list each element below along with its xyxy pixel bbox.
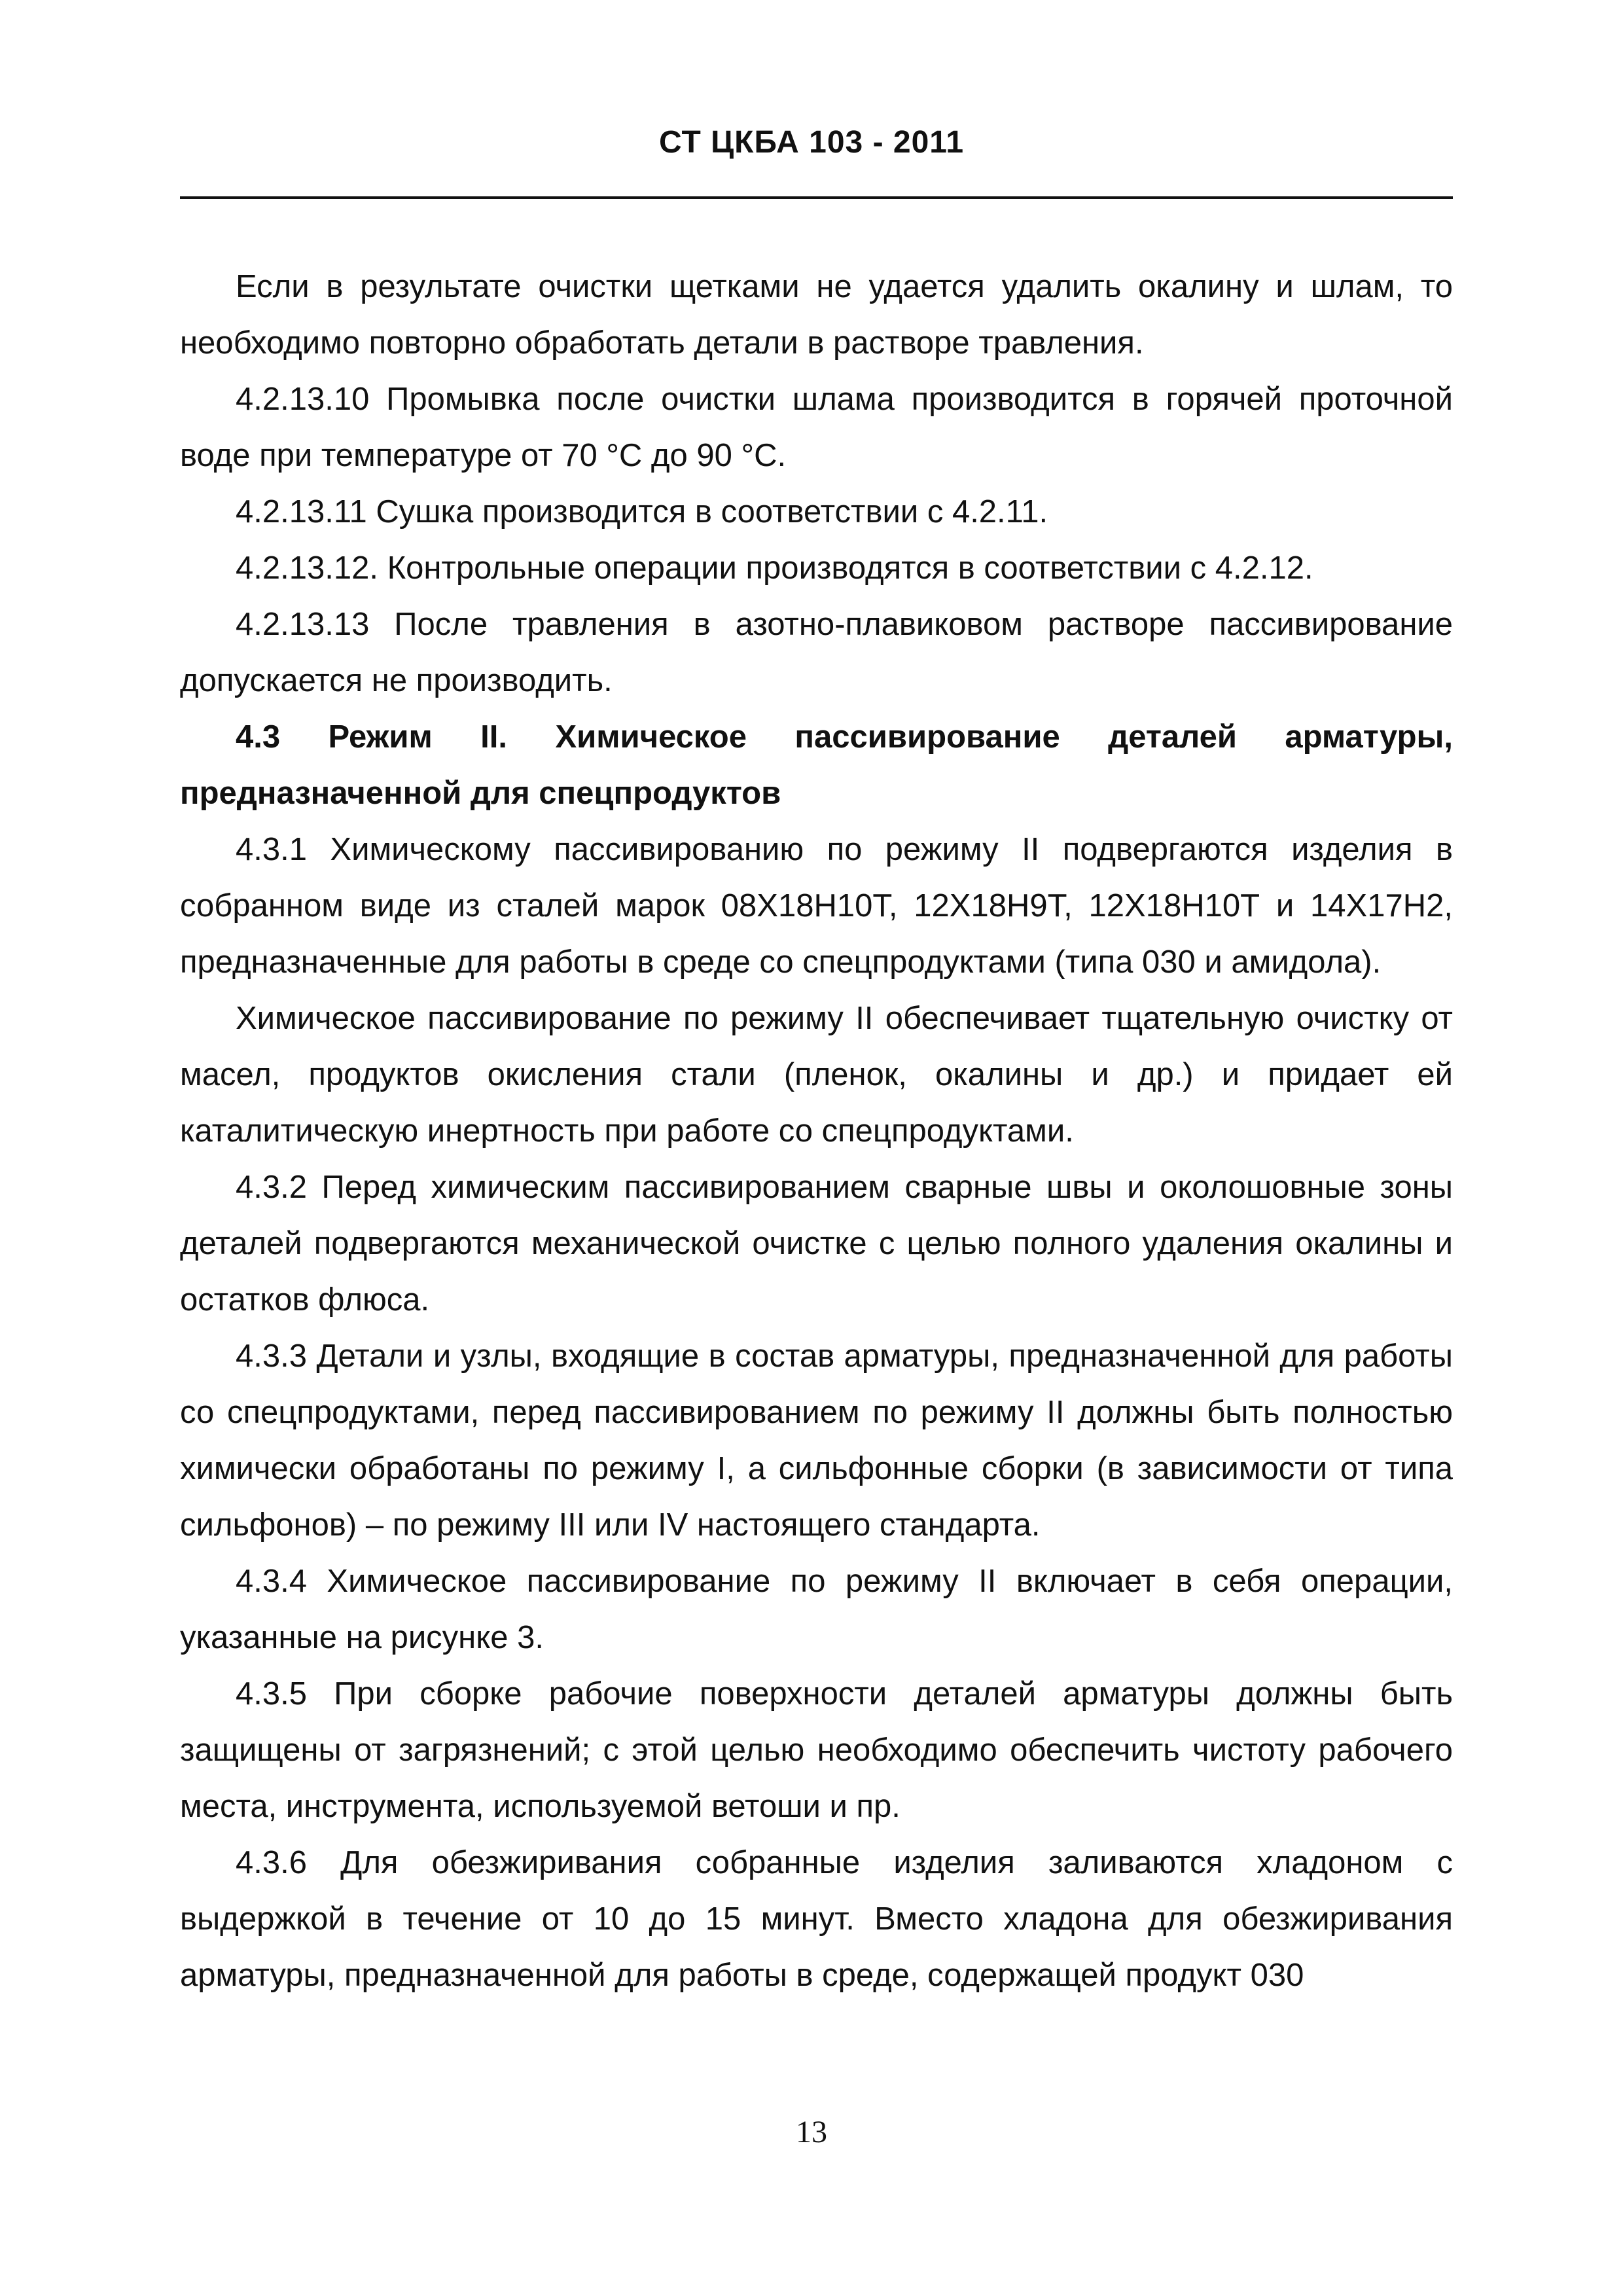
paragraph: Химическое пассивирование по режиму II обеспечивает тщательную очистку от масел, продуктов окисления стали (пленок, окалины и др.) и придает ей каталитическую инертность при работе со спецпродуктами. [180, 1001, 1453, 1149]
paragraph: 4.3.2 Перед химическим пассивированием сварные швы и околошовные зоны деталей подвергаются механической очистке с целью полного удаления окалины и остатков флюса. [180, 1170, 1453, 1318]
paragraph: 4.3.1 Химическому пассивированию по режиму II подвергаются изделия в собранном виде из сталей марок 08Х18Н10Т, 12Х18Н9Т, 12Х18Н10Т и 14Х17Н2, предназначенные для работы в среде со спецпродуктами (типа 030 и амидола). [180, 832, 1453, 980]
paragraph: 4.2.13.13 После травления в азотно-плавиковом растворе пассивирование допускается не производить. [180, 607, 1453, 698]
document-code-header: СТ ЦКБА 103 - 2011 [658, 125, 965, 160]
header-divider [180, 196, 1453, 199]
document-body [180, 259, 1453, 2003]
paragraph: Если в результате очистки щетками не удается удалить окалину и шлам, то необходимо повторно обработать детали в растворе травления. [180, 269, 1453, 361]
paragraph: 4.3.4 Химическое пассивирование по режиму II включает в себя операции, указанные на рисунке 3. [180, 1564, 1453, 1655]
paragraph: 4.3.3 Детали и узлы, входящие в состав арматуры, предназначенной для работы со спецпродуктами, перед пассивированием по режиму II должны быть полностью химически обработаны по режиму I, а сильфонные сборки (в зависимости от типа сильфонов) – по режиму III или IV настоящего стандарта. [180, 1338, 1453, 1543]
paragraph: 4.2.13.10 Промывка после очистки шлама производится в горячей проточной воде при температуре от 70 °С до 90 °С. [180, 382, 1453, 473]
paragraph: 4.3.5 При сборке рабочие поверхности деталей арматуры должны быть защищены от загрязнений; с этой целью необходимо обеспечить чистоту рабочего места, инструмента, используемой ветоши и пр. [180, 1676, 1453, 1824]
paragraph: 4.2.13.12. Контрольные операции производятся в соответствии с 4.2.12. [236, 550, 1313, 586]
paragraph: 4.3.6 Для обезжиривания собранные изделия заливаются хладоном с выдержкой в течение от 10 до 15 минут. Вместо хладона для обезжиривания арматуры, предназначенной для работы в среде, содержащей продукт 030 [180, 1845, 1453, 1993]
section-heading: 4.3 Режим II. Химическое пассивирование деталей арматуры, предназначенной для спецпродуктов [180, 719, 1453, 811]
paragraph: 4.2.13.11 Сушка производится в соответствии с 4.2.11. [236, 494, 1048, 529]
page-number: 13 [796, 2115, 827, 2149]
